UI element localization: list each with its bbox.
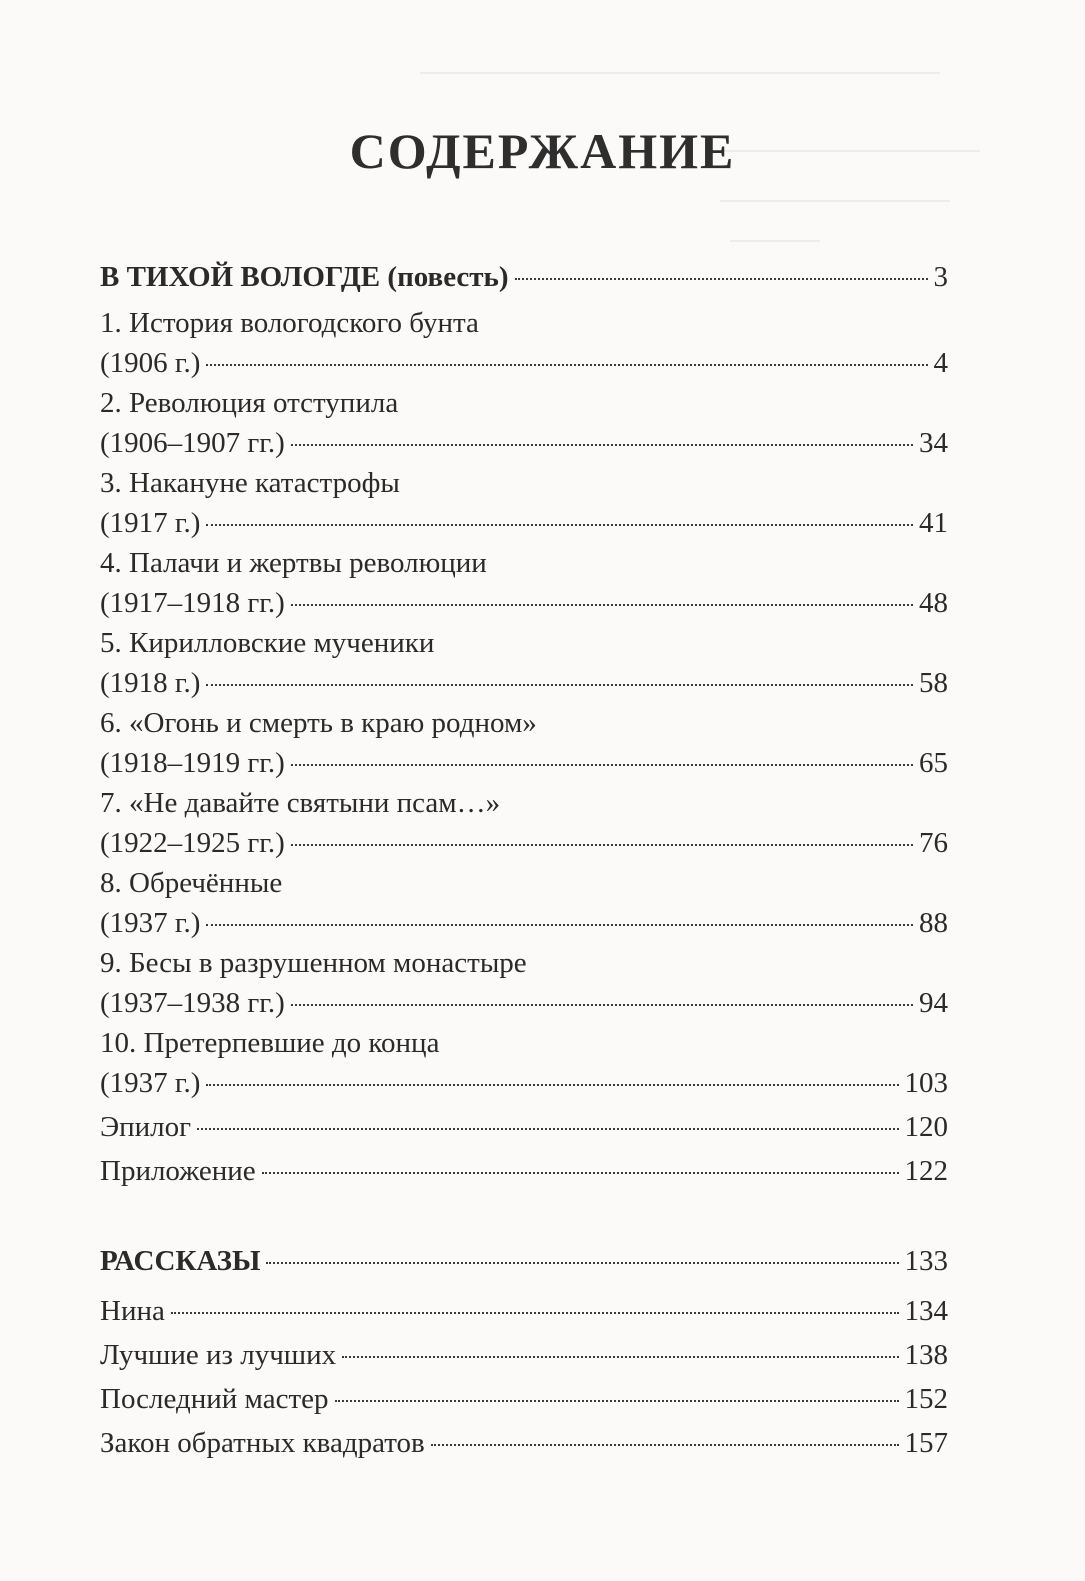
toc-chapter xyxy=(100,305,948,385)
chapter-title: 8. Обречённые xyxy=(100,867,283,899)
toc-chapter xyxy=(100,465,948,545)
entry-title: (1937–1938 гг.) xyxy=(100,987,285,1019)
entry-title: (1906 г.) xyxy=(100,347,201,379)
chapter-years-row xyxy=(100,901,948,945)
chapter-title: 10. Претерпевшие до конца xyxy=(100,1027,440,1059)
extras-list xyxy=(100,1105,948,1193)
chapter-years-row xyxy=(100,341,948,385)
toc-extra-entry xyxy=(100,1149,948,1193)
dot-leader xyxy=(206,524,913,526)
entry-title: (1918–1919 гг.) xyxy=(100,747,285,779)
toc-chapter xyxy=(100,945,948,1025)
chapter-years-row xyxy=(100,581,948,625)
page-number: 88 xyxy=(919,907,948,939)
page-number: 120 xyxy=(904,1111,948,1143)
entry-title: Эпилог xyxy=(100,1111,192,1143)
page-number: 133 xyxy=(904,1245,948,1277)
toc-chapter xyxy=(100,785,948,865)
chapter-years-row xyxy=(100,661,948,705)
entry-title: (1918 г.) xyxy=(100,667,201,699)
toc-chapter xyxy=(100,865,948,945)
dot-leader xyxy=(206,684,913,686)
dot-leader xyxy=(291,1004,913,1006)
page-number: 4 xyxy=(933,347,948,379)
toc-chapter xyxy=(100,385,948,465)
page-number: 76 xyxy=(919,827,948,859)
dot-leader xyxy=(291,604,913,606)
dot-leader xyxy=(206,1084,898,1086)
chapter-title: 4. Палачи и жертвы революции xyxy=(100,547,487,579)
dot-leader xyxy=(291,764,913,766)
chapter-title: 2. Революция отступила xyxy=(100,387,399,419)
entry-title: (1917 г.) xyxy=(100,507,201,539)
entry-title: (1937 г.) xyxy=(100,907,201,939)
page-number: 157 xyxy=(904,1427,948,1459)
page-number: 3 xyxy=(933,261,948,293)
bleed-through-line xyxy=(720,200,950,202)
chapter-list xyxy=(100,305,948,1105)
dot-leader xyxy=(197,1128,898,1130)
entry-title: Лучшие из лучших xyxy=(100,1339,337,1371)
part-1-title: В ТИХОЙ ВОЛОГДЕ (повесть) xyxy=(100,261,509,293)
toc-chapter xyxy=(100,705,948,785)
toc-chapter xyxy=(100,1025,948,1105)
page-number: 94 xyxy=(919,987,948,1019)
dot-leader xyxy=(206,364,927,366)
chapter-title: 3. Накануне катастрофы xyxy=(100,467,400,499)
dot-leader xyxy=(206,924,913,926)
dot-leader xyxy=(262,1172,899,1174)
chapter-years-row xyxy=(100,741,948,785)
entry-title: (1906–1907 гг.) xyxy=(100,427,285,459)
toc-extra-entry xyxy=(100,1105,948,1149)
bleed-through-line xyxy=(730,240,820,242)
entry-title: (1917–1918 гг.) xyxy=(100,587,285,619)
dot-leader xyxy=(291,444,913,446)
toc-chapter xyxy=(100,625,948,705)
chapter-years-row xyxy=(100,981,948,1025)
bleed-through-line xyxy=(420,72,940,74)
entry-title: (1937 г.) xyxy=(100,1067,201,1099)
dot-leader xyxy=(335,1400,899,1402)
chapter-title: 6. «Огонь и смерть в краю родном» xyxy=(100,707,537,739)
page-number: 138 xyxy=(904,1339,948,1371)
chapter-years-row xyxy=(100,1061,948,1105)
toc-part-2 xyxy=(100,1239,948,1283)
chapter-years-row xyxy=(100,821,948,865)
page-number: 48 xyxy=(919,587,948,619)
chapter-years-row xyxy=(100,501,948,545)
page-number: 152 xyxy=(904,1383,948,1415)
dot-leader xyxy=(515,278,928,280)
table-of-contents xyxy=(100,255,948,1465)
chapter-title: 5. Кирилловские мученики xyxy=(100,627,435,659)
toc-story-entry xyxy=(100,1377,948,1421)
chapter-title: 7. «Не давайте святыни псам…» xyxy=(100,787,501,819)
dot-leader xyxy=(342,1356,898,1358)
entry-title: Приложение xyxy=(100,1155,256,1187)
dot-leader xyxy=(171,1312,899,1314)
toc-story-entry xyxy=(100,1421,948,1465)
entry-title: Закон обратных квадратов xyxy=(100,1427,425,1459)
entry-title: Последний мастер xyxy=(100,1383,329,1415)
entry-title: Нина xyxy=(100,1295,165,1327)
toc-story-entry xyxy=(100,1289,948,1333)
part-2-title: РАССКАЗЫ xyxy=(100,1245,261,1277)
toc-chapter xyxy=(100,545,948,625)
page-number: 134 xyxy=(904,1295,948,1327)
story-list xyxy=(100,1289,948,1465)
page-number: 103 xyxy=(904,1067,948,1099)
page-title: СОДЕРЖАНИЕ xyxy=(349,123,736,179)
dot-leader xyxy=(291,844,913,846)
chapter-title: 9. Бесы в разрушенном монастыре xyxy=(100,947,527,979)
toc-story-entry xyxy=(100,1333,948,1377)
dot-leader xyxy=(431,1444,899,1446)
entry-title: (1922–1925 гг.) xyxy=(100,827,285,859)
toc-part-1 xyxy=(100,255,948,299)
page-number: 122 xyxy=(904,1155,948,1187)
chapter-years-row xyxy=(100,421,948,465)
page-number: 41 xyxy=(919,507,948,539)
dot-leader xyxy=(266,1262,898,1264)
page-number: 34 xyxy=(919,427,948,459)
chapter-title: 1. История вологодского бунта xyxy=(100,307,479,339)
page-number: 65 xyxy=(919,747,948,779)
page-number: 58 xyxy=(919,667,948,699)
